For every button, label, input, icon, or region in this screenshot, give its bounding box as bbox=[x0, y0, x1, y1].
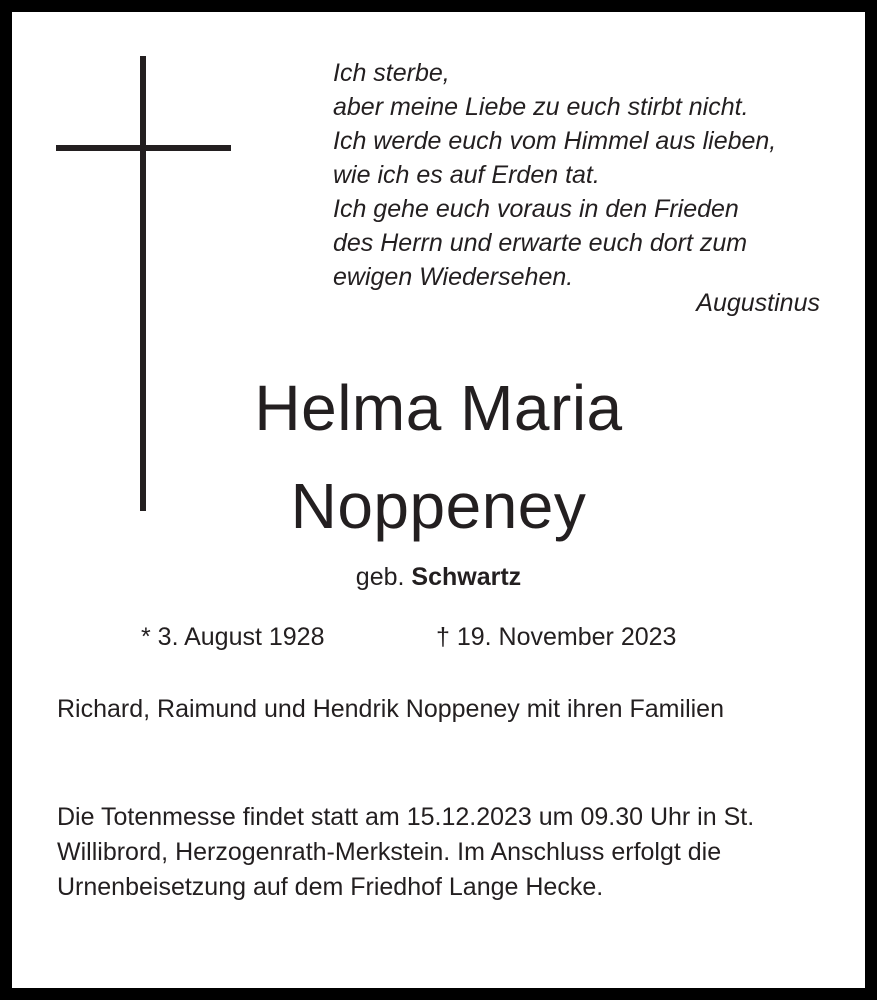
death-date: † 19. November 2023 bbox=[436, 623, 677, 651]
poem-line: Ich gehe euch voraus in den Frieden bbox=[333, 195, 739, 223]
birth-name-value: Schwartz bbox=[411, 563, 522, 591]
birth-name bbox=[12, 560, 865, 594]
poem-line: ewigen Wiedersehen. bbox=[333, 263, 574, 291]
poem-line: Ich sterbe, bbox=[333, 59, 450, 87]
mourners-text: Richard, Raimund und Hendrik Noppeney mit ihren Familien bbox=[57, 695, 724, 723]
poem-author: Augustinus bbox=[696, 289, 820, 317]
service-text: Die Totenmesse findet statt am 15.12.2023 um 09.30 Uhr in St. Willibrord, Herzogenrath-Merkstein. Im Anschluss erfolgt die Urnenbeisetzung auf dem Friedhof Lange Hecke. bbox=[57, 803, 755, 901]
poem-line: aber meine Liebe zu euch stirbt nicht. bbox=[333, 93, 749, 121]
deceased-name-first: Helma Maria bbox=[254, 372, 623, 444]
birth-date: * 3. August 1928 bbox=[141, 623, 325, 651]
obituary-card bbox=[12, 12, 865, 988]
poem-line: Ich werde euch vom Himmel aus lieben, bbox=[333, 127, 777, 155]
deceased-name-last: Noppeney bbox=[290, 470, 587, 542]
poem-line: wie ich es auf Erden tat. bbox=[333, 161, 600, 189]
cross-icon-bar bbox=[56, 145, 231, 151]
poem-line: des Herrn und erwarte euch dort zum bbox=[333, 229, 748, 257]
birth-name-prefix: geb. bbox=[355, 563, 405, 591]
poem bbox=[333, 56, 776, 294]
